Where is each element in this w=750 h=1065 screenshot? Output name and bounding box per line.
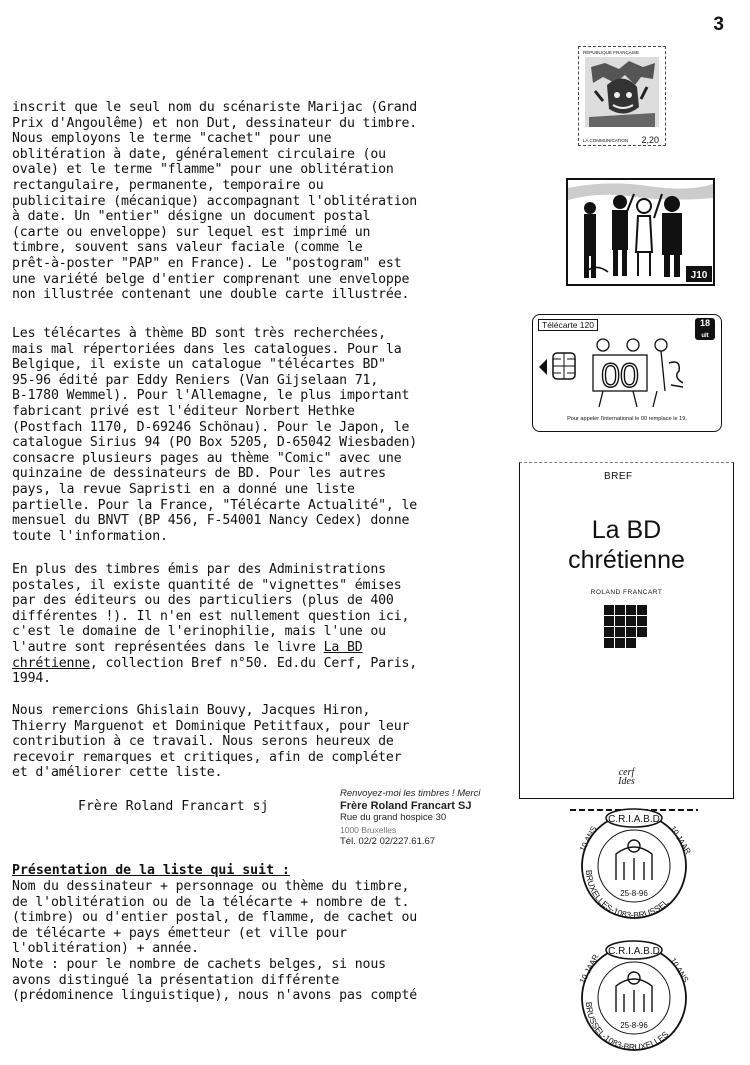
signature: Frère Roland Francart sj: [78, 799, 269, 814]
stamp-belgium-illustration: [568, 180, 713, 284]
telecarte-illustration: [533, 315, 721, 431]
telecarte: [532, 314, 722, 432]
book-author: ROLAND FRANCART: [590, 589, 663, 596]
book-publisher-line-1: cerf: [618, 767, 635, 778]
paragraph-vignettes-tail: , collection Bref n°50. Ed.du Cerf, Paris, 1994.: [12, 655, 418, 687]
telecarte-units-number: 18: [699, 318, 710, 328]
paragraph-vignettes-text: En plus des timbres émis par des Administrations postales, il existe quantité de "vignettes" émises par des éditeurs ou des particuliers (plus de 400 différentes !). Il n'en est nullement question ici, c'est le domaine de l'erinophilie, mais l'une ou l'autre sont représentées dans le livre: [12, 562, 410, 655]
stamp-caption: LA COMMUNICATION: [583, 138, 629, 143]
book-title: [520, 515, 733, 575]
telecarte-label: Télécarte 120: [538, 319, 598, 331]
book-title-line-2: chrétienne: [568, 546, 685, 574]
cachet-brussel: [570, 932, 698, 1060]
cachet-2-top: C.R.I.A.B.D: [608, 946, 660, 957]
cachet-1-left: 10 ANS: [577, 824, 599, 853]
paragraph-vignettes: [12, 562, 517, 687]
cachet-1-top: C.R.I.A.B.D: [608, 814, 660, 825]
cachet-2-right: 10 ANS: [668, 956, 691, 985]
cachet-bruxelles: [570, 800, 698, 928]
book-title-ref-2: chrétienne: [12, 655, 90, 671]
telecarte-units-sub: ult: [701, 333, 709, 339]
stamp-value: 2,20: [641, 135, 659, 145]
cachet-2-date: 25-8-96: [620, 1021, 648, 1030]
cachet-1-bottom-text: BRUXELLES-1083-BRUSSEL: [583, 869, 671, 921]
page-number: 3: [713, 14, 724, 35]
paragraph-terminology: inscrit que le seul nom du scénariste Marijac (Grand Prix d'Angoulême) et non Dut, dessinateur du timbre. Nous employons le terme "cachet" pour une oblitération à date, généralement circulaire (ou ovale) et le terme "flamme" pour une oblitération rectangulaire, permanente, temporaire ou publicitaire (mécanique) accompagnant l'oblitération à date. Un "entier" désigne un document postal (carte ou enveloppe) sur lequel est imprimé un timbre, souvent sans valeur faciale (comme le prêt-à-poster "PAP" en France). Le "postogram" est une variété belge d'entier comprenant une enveloppe non illustrée contenant une double carte illustrée.: [12, 100, 418, 303]
stamp-country: RÉPUBLIQUE FRANÇAISE: [583, 50, 640, 55]
book-publisher: [520, 768, 733, 786]
book-cover: [519, 462, 734, 799]
telecarte-display: 00: [601, 357, 639, 395]
paragraph-thanks: Nous remercions Ghislain Bouvy, Jacques Hiron, Thierry Marguenot et Dominique Petitfaux, pour leur contribution à ce travail. Nous serons heureux de recevoir remarques et critiques, afin de compléter et d'améliorer cette liste.: [12, 703, 410, 781]
paragraph-telecartes: Les télécartes à thème BD sont très recherchées, mais mal répertoriées dans les catalogues. Pour la Belgique, il existe un catalogue "télécartes BD" 95-96 édité par Eddy Reniers (Van Gijselaan 71, B-1780 Wemmel). Pour l'Allemagne, le plus important fabricant privé est l'éditeur Norbert Hethke (Postfach 1170, D-69246 Schönau). Pour le Japon, le catalogue Sirius 94 (PO Box 5205, D-65042 Wiesbaden) consacre plusieurs pages au thème "Comic" avec une quinzaine de dessinateurs de BD. Pour les autres pays, la revue Sapristi en a donné une liste partielle. Pour la France, "Télécarte Actualité", le mensuel du BNVT (BP 456, F-54001 Nancy Cedex) donne toute l'information.: [12, 326, 418, 544]
stamp-belgium: [566, 178, 715, 286]
return-address-stamp: [340, 788, 530, 848]
cachet-1-right: 10 JAAR: [668, 824, 693, 856]
stamp-france: [578, 46, 666, 146]
stamp-belgium-value: J10: [690, 270, 708, 281]
book-series: BREF: [604, 471, 633, 482]
return-line-1: Renvoyez-moi les timbres ! Merci: [340, 788, 481, 799]
book-title-line-1: La BD: [591, 516, 662, 544]
return-line-2: Frère Roland Francart SJ: [340, 800, 472, 812]
cachet-1-date: 25-8-96: [620, 889, 648, 898]
telecarte-footer: Pour appeler l'international le 00 remplace le 19.: [567, 416, 687, 422]
book-publisher-line-2: Ides: [618, 776, 635, 787]
book-grid-logo: [604, 605, 648, 649]
stamp-illustration: [585, 57, 659, 127]
section-heading: Présentation de la liste qui suit :: [12, 863, 290, 878]
return-line-4: 1000 Bruxelles: [340, 825, 397, 835]
return-line-3: Rue du grand hospice 30: [340, 812, 447, 823]
list-intro: Nom du dessinateur + personnage ou thème du timbre, de l'oblitération ou de la télécarte + nombre de t. (timbre) ou d'entier postal, de flamme, de cachet ou de télécarte + pays émetteur (et ville pour l'oblitération) + année. Note : pour le nombre de cachets belges, si nous avons distingué la présentation différente (prédominence linguistique), nous n'avons pas compté: [12, 879, 418, 1004]
book-title-ref-1: La BD: [323, 639, 363, 655]
return-line-5: Tél. 02/2 02/227.61.67: [340, 836, 436, 847]
cachet-2-bottom-text: BRUSSEL-1083-BRUXELLES: [583, 1001, 671, 1053]
cachet-2-left: 10 JAAR: [577, 952, 601, 985]
